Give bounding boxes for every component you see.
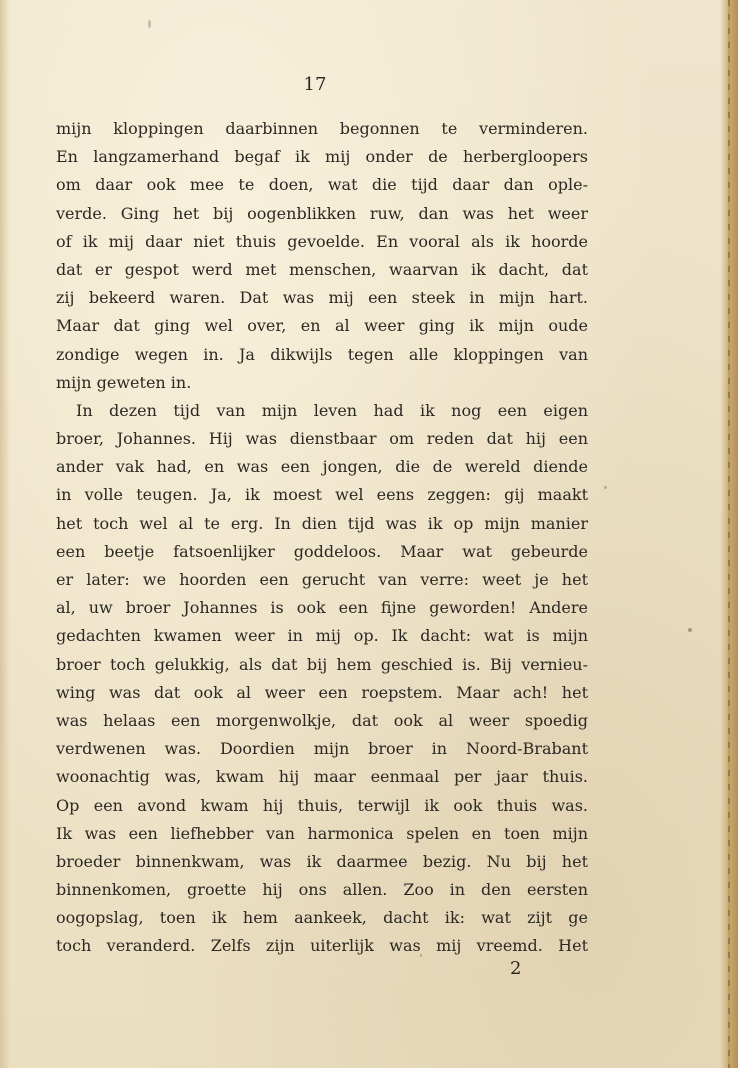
text-line: oogopslag, toen ik hem aankeek, dacht ik: wat zijt ge	[56, 908, 588, 928]
text-line: In dezen tijd van mijn leven had ik nog een eigen	[76, 400, 588, 420]
text-line: ander vak had, en was een jongen, die de wereld diende	[56, 457, 588, 477]
text-line: zondige wegen in. Ja dikwijls tegen alle kloppingen van	[56, 344, 588, 364]
page-left-edge	[0, 0, 10, 1068]
text-line: of ik mij daar niet thuis gevoelde. En vooral als ik hoorde	[56, 231, 588, 251]
text-line: En langzamerhand begaf ik mij onder de herbergloopers	[56, 147, 588, 167]
text-line: wing was dat ook al weer een roepstem. Maar ach! het	[56, 682, 588, 702]
text-line: mijn geweten in.	[56, 372, 192, 392]
text-line: binnenkomen, groette hij ons allen. Zoo in den eersten	[56, 880, 588, 900]
body-text	[56, 115, 588, 961]
text-line: broeder binnenkwam, was ik daarmee bezig. Nu bij het	[56, 851, 588, 871]
text-line: broer toch gelukkig, als dat bij hem geschied is. Bij vernieu-	[56, 654, 588, 674]
text-line: was helaas een morgenwolkje, dat ook al weer spoedig	[56, 710, 588, 730]
text-line: zij bekeerd waren. Dat was mij een steek in mijn hart.	[56, 288, 588, 308]
paper-speck	[604, 486, 607, 489]
signature-mark: 2	[510, 958, 522, 979]
text-line: al, uw broer Johannes is ook een fijne geworden! Andere	[56, 598, 588, 618]
text-line: een beetje fatsoenlijker goddeloos. Maar wat gebeurde	[56, 541, 588, 561]
page-right-edge-shadow	[720, 0, 738, 1068]
text-line: verde. Ging het bij oogenblikken ruw, dan was het weer	[56, 203, 588, 223]
paper-speck	[148, 20, 151, 28]
text-line: Ik was een liefhebber van harmonica spelen en toen mijn	[56, 823, 588, 843]
text-line: om daar ook mee te doen, wat die tijd daar dan ople-	[56, 175, 588, 195]
text-line: in volle teugen. Ja, ik moest wel eens zeggen: gij maakt	[56, 485, 588, 505]
text-line: woonachtig was, kwam hij maar eenmaal per jaar thuis.	[56, 767, 588, 787]
text-line: gedachten kwamen weer in mij op. Ik dacht: wat is mijn	[56, 626, 588, 646]
text-line: Op een avond kwam hij thuis, terwijl ik ook thuis was.	[56, 795, 588, 815]
page-number: 17	[303, 74, 327, 95]
text-line: verdwenen was. Doordien mijn broer in Noord-Brabant	[56, 739, 588, 759]
text-line: toch veranderd. Zelfs zijn uiterlijk was mij vreemd. Het	[56, 936, 588, 956]
text-line: broer, Johannes. Hij was dienstbaar om reden dat hij een	[56, 429, 588, 449]
text-line: Maar dat ging wel over, en al weer ging ik mijn oude	[56, 316, 588, 336]
text-line: mijn kloppingen daarbinnen begonnen te verminderen.	[56, 119, 588, 138]
text-line: dat er gespot werd met menschen, waarvan ik dacht, dat	[56, 259, 588, 279]
paper-speck	[688, 628, 692, 632]
text-line: het toch wel al te erg. In dien tijd was ik op mijn manier	[56, 513, 588, 533]
text-line: er later: we hoorden een gerucht van verre: weet je het	[56, 570, 588, 589]
